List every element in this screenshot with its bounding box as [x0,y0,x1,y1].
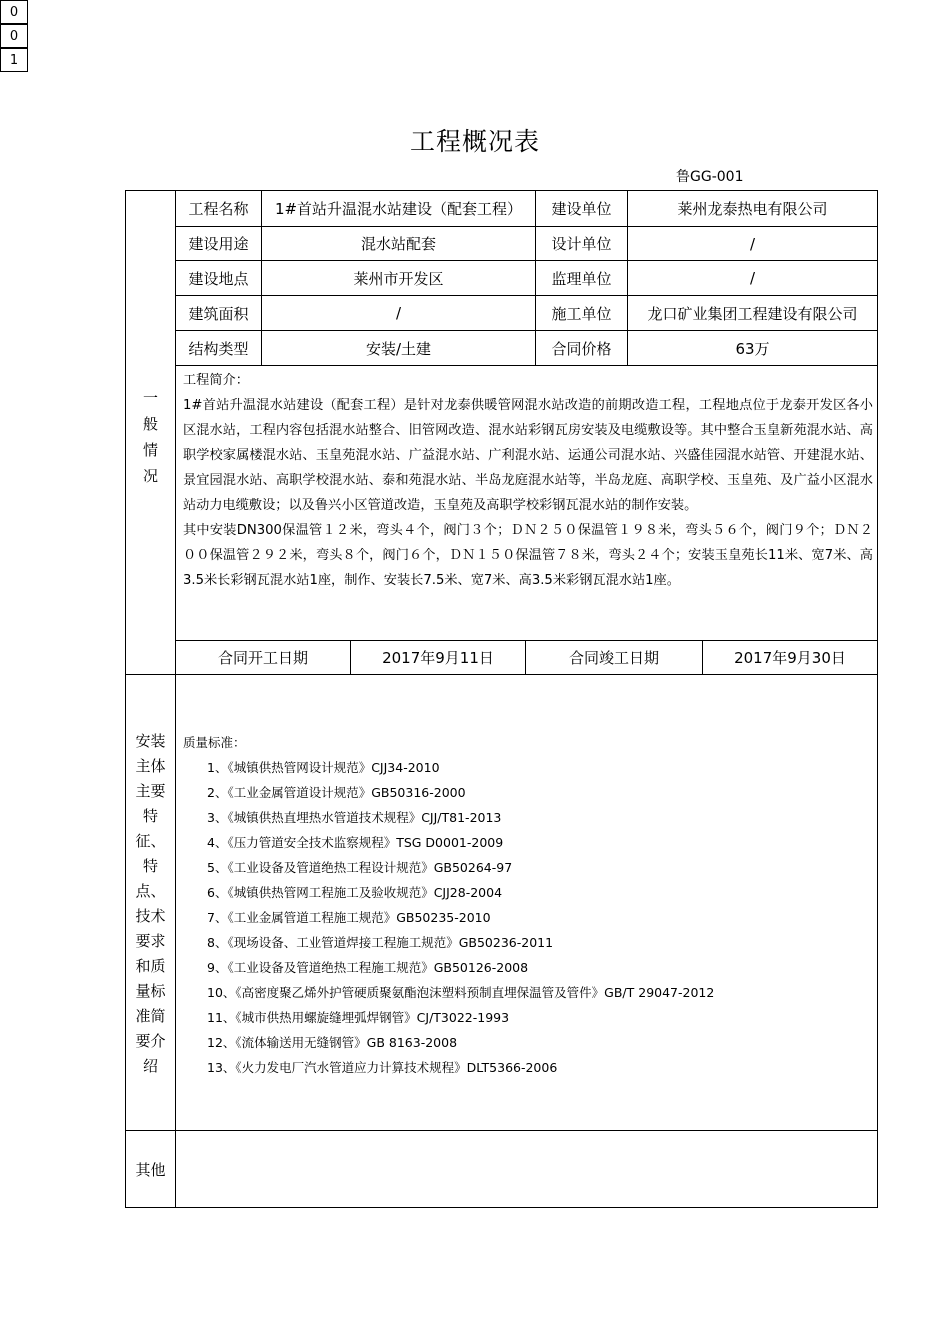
value-contract-price: 63万 [735,339,770,358]
other-label: 其他 [135,1160,166,1179]
code-digit-2: 0 [0,24,28,48]
label-construction-unit: 建设单位 [551,200,612,218]
value-contractor: 龙口矿业集团工程建设有限公司 [647,304,858,323]
code-digit-3: 1 [0,48,28,72]
intro-paragraph-2: 其中安装DN300保温管１２米，弯头４个，阀门３个；ＤＮ２５０保温管１９８米，弯头５６个，阀门９个；ＤＮ２００保温管２９２米，弯头８个，阀门６个，ＤＮ１５０保温管７８米，弯头２４个；安装玉皇苑长11米、宽7米、高3.5米长彩钢瓦混水站1座，制作、安装长7.5米、宽7米、高3.5米彩钢瓦混水站1座。 [183,523,873,588]
quality-heading: 质量标准： [183,735,246,750]
list-item: 4、《压力管道安全技术监察规程》TSG D0001-2009 [207,835,504,850]
page-title: 工程概况表 [409,127,540,156]
list-item: 3、《城镇供热直埋热水管道技术规程》CJJ/T81-2013 [207,810,502,825]
project-intro [183,368,873,593]
label-purpose: 建设用途 [188,235,249,253]
form-code-label: 鲁GG-001 [676,169,744,185]
general-section-label: 一般情况 [142,389,158,485]
value-start-date: 2017年9月11日 [382,649,494,667]
label-supervision-unit: 监理单位 [551,269,612,288]
value-construction-unit: 莱州龙泰热电有限公司 [677,200,828,218]
label-design-unit: 设计单位 [551,235,612,253]
label-contractor: 施工单位 [551,304,612,323]
value-supervision-unit: / [749,269,756,287]
quality-standards [183,730,873,1080]
value-project-name: 1#首站升温混水站建设（配套工程） [274,200,523,218]
value-building-area: / [395,304,402,322]
list-item: 10、《高密度聚乙烯外护管硬质聚氨酯泡沫塑料预制直埋保温管及管件》GB/T 29047-2012 [207,985,715,1000]
list-item: 13、《火力发电厂汽水管道应力计算技术规程》DLT5366-2006 [207,1060,558,1075]
value-end-date: 2017年9月30日 [734,649,846,667]
list-item: 2、《工业金属管道设计规范》GB50316-2000 [207,785,466,800]
list-item: 5、《工业设备及管道绝热工程设计规范》GB50264-97 [207,860,513,875]
label-project-name: 工程名称 [188,200,249,218]
list-item: 11、《城市供热用螺旋缝埋弧焊钢管》CJ/T3022-1993 [207,1010,510,1025]
list-item: 1、《城镇供热管网设计规范》CJJ34-2010 [207,760,440,775]
label-building-area: 建筑面积 [188,304,249,323]
value-purpose: 混水站配套 [360,235,436,253]
install-section-label: 安装 主体 主要 特 征、 特 点、 技术 要求 和质 量标 准简 要介 绍 [135,732,166,1075]
label-structure-type: 结构类型 [188,339,249,358]
label-location: 建设地点 [188,269,249,288]
value-structure-type: 安装/土建 [365,339,432,358]
list-item: 12、《流体输送用无缝钢管》GB 8163-2008 [207,1035,458,1050]
value-design-unit: / [749,234,756,253]
list-item: 8、《现场设备、工业管道焊接工程施工规范》GB50236-2011 [207,935,554,950]
code-digit-1: 0 [0,0,28,24]
label-start-date: 合同开工日期 [217,649,308,667]
label-contract-price: 合同价格 [551,339,612,358]
value-location: 莱州市开发区 [353,269,444,288]
label-end-date: 合同竣工日期 [568,649,659,667]
list-item: 9、《工业设备及管道绝热工程施工规范》GB50126-2008 [207,960,529,975]
other-content [176,1131,877,1207]
list-item: 7、《工业金属管道工程施工规范》GB50235-2010 [207,910,491,925]
list-item: 6、《城镇供热管网工程施工及验收规范》CJJ28-2004 [207,885,503,900]
intro-paragraph-1: 1#首站升温混水站建设（配套工程）是针对龙泰供暖管网混水站改造的前期改造工程，工程地点位于龙泰开发区各小区混水站，工程内容包括混水站整合、旧管网改造、混水站彩钢瓦房安装及电缆敷设等。其中整合玉皇新苑混水站、高职学校家属楼混水站、玉皇苑混水站、广益混水站、广利混水站、运通公司混水站、兴盛佳园混水站管、开建混水站、景宜园混水站、高职学校混水站、泰和苑混水站、半岛龙庭混水站等，半岛龙庭、高职学校、玉皇苑、及广益小区混水站动力电缆敷设；以及鲁兴小区管道改造，玉皇苑及高职学校彩钢瓦混水站的制作安装。 [183,398,873,513]
intro-heading: 工程简介： [183,373,249,388]
